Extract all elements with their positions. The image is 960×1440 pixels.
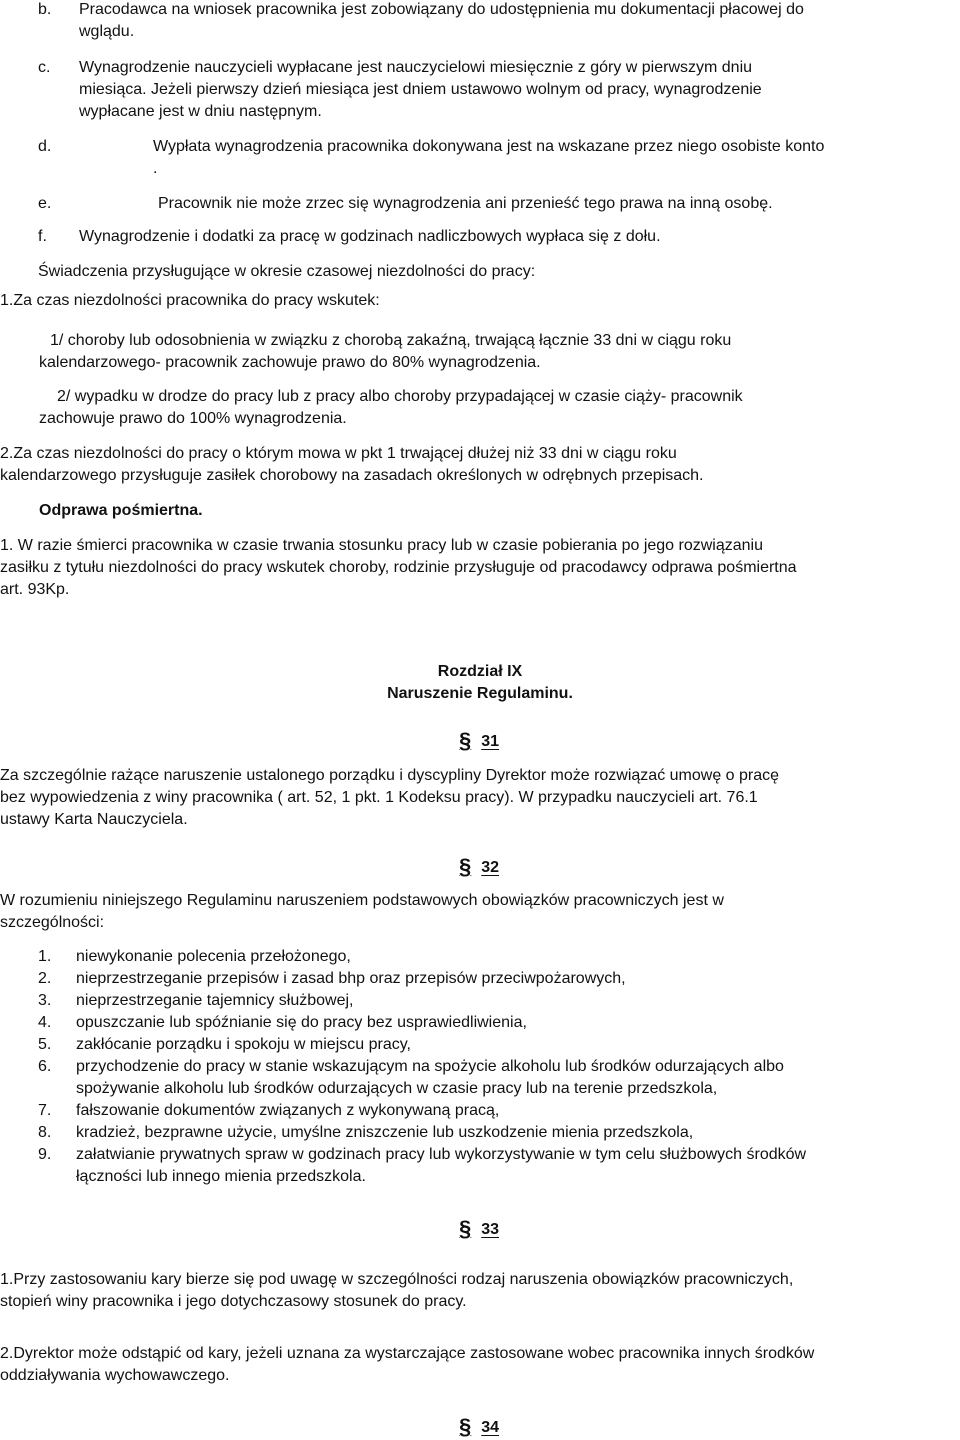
paragraph-line: 2/ wypadku w drodze do pracy lub z pracy albo choroby przypadającej w czasie ciąży- pracownik <box>57 388 743 405</box>
paragraph-line: kalendarzowego- pracownik zachowuje prawo do 80% wynagrodzenia. <box>39 354 541 371</box>
list-number: 9. <box>38 1146 52 1163</box>
list-item: łączności lub innego mienia przedszkola. <box>76 1168 366 1185</box>
list-item-line: wglądu. <box>79 23 135 40</box>
paragraph-line: W rozumieniu niniejszego Regulaminu naruszeniem podstawowych obowiązków pracowniczych jest w <box>0 892 724 909</box>
list-number: 1. <box>38 948 52 965</box>
list-item-line: Pracownik nie może zrzec się wynagrodzenia ani przenieść tego prawa na inną osobę. <box>158 195 773 212</box>
list-number: 4. <box>38 1014 52 1031</box>
section-sign-icon: § <box>459 854 472 879</box>
section-number: § 32 <box>459 854 500 879</box>
list-item: fałszowanie dokumentów związanych z wykonywaną pracą, <box>76 1102 500 1119</box>
list-number: 5. <box>38 1036 52 1053</box>
paragraph-line: oddziaływania wychowawczego. <box>0 1367 230 1384</box>
paragraph-line: ustawy Karta Nauczyciela. <box>0 811 188 828</box>
list-item-line: wypłacane jest w dniu następnym. <box>79 103 322 120</box>
paragraph-line: szczególności: <box>0 914 105 931</box>
section-number: § 33 <box>459 1216 500 1241</box>
paragraph-line: 1.Przy zastosowaniu kary bierze się pod uwagę w szczególności rodzaj naruszenia obowiązków pracowniczych, <box>0 1271 794 1288</box>
list-item-line: Wypłata wynagrodzenia pracownika dokonywana jest na wskazane przez niego osobiste konto <box>153 138 825 155</box>
section-number: § 34 <box>459 1414 500 1439</box>
paragraph-line: zachowuje prawo do 100% wynagrodzenia. <box>39 410 347 427</box>
section-sign-icon: § <box>459 1414 472 1439</box>
list-item-line: Wynagrodzenie i dodatki za pracę w godzinach nadliczbowych wypłaca się z dołu. <box>79 228 661 245</box>
list-number: 8. <box>38 1124 52 1141</box>
list-marker: f. <box>38 228 47 245</box>
list-item: nieprzestrzeganie tajemnicy służbowej, <box>76 992 354 1009</box>
list-item-line: Wynagrodzenie nauczycieli wypłacane jest nauczycielowi miesięcznie z góry w pierwszym dniu <box>79 59 753 76</box>
list-item: niewykonanie polecenia przełożonego, <box>76 948 351 965</box>
list-number: 6. <box>38 1058 52 1075</box>
chapter-subtitle: Naruszenie Regulaminu. <box>387 685 573 702</box>
list-item-line: miesiąca. Jeżeli pierwszy dzień miesiąca jest dniem ustawowo wolnym od pracy, wynagrodzenie <box>79 81 762 98</box>
list-marker: d. <box>38 138 52 155</box>
list-marker: e. <box>38 195 52 212</box>
list-item-line: . <box>153 160 158 177</box>
section-sign-icon: § <box>459 1216 472 1241</box>
paragraph-line: zasiłku z tytułu niezdolności do pracy wskutek choroby, rodzinie przysługuje od pracodawcy odprawa pośmiertna <box>0 559 797 576</box>
chapter-title: Rozdział IX <box>437 663 523 680</box>
list-item: kradzież, bezprawne użycie, umyślne zniszczenie lub uszkodzenie mienia przedszkola, <box>76 1124 694 1141</box>
list-marker: b. <box>38 1 52 18</box>
list-item: spożywanie alkoholu lub środków odurzających w czasie pracy lub na terenie przedszkola, <box>76 1080 718 1097</box>
paragraph-line: 2.Za czas niezdolności do pracy o którym mowa w pkt 1 trwającej dłużej niż 33 dni w ciągu roku <box>0 445 677 462</box>
list-item-line: Pracodawca na wniosek pracownika jest zobowiązany do udostępnienia mu dokumentacji płacowej do <box>79 1 804 18</box>
list-marker: c. <box>38 59 51 76</box>
section-number: § 31 <box>459 728 500 753</box>
paragraph-line: 1. W razie śmierci pracownika w czasie trwania stosunku pracy lub w czasie pobierania po jego rozwiązaniu <box>0 537 764 554</box>
paragraph-line: bez wypowiedzenia z winy pracownika ( art. 52, 1 pkt. 1 Kodeksu pracy). W przypadku nauczycieli art. 76.1 <box>0 789 758 806</box>
list-item: opuszczanie lub spóźnianie się do pracy bez usprawiedliwienia, <box>76 1014 527 1031</box>
section-sign-icon: § <box>459 728 472 753</box>
paragraph-line: Za szczególnie rażące naruszenie ustalonego porządku i dyscypliny Dyrektor może rozwiązać umowę o pracę <box>0 767 780 784</box>
benefits-heading: Świadczenia przysługujące w okresie czasowej niezdolności do pracy: <box>38 263 536 280</box>
list-number: 2. <box>38 970 52 987</box>
list-number: 3. <box>38 992 52 1009</box>
list-number: 7. <box>38 1102 52 1119</box>
paragraph-line: art. 93Kp. <box>0 581 70 598</box>
paragraph-line: 1/ choroby lub odosobnienia w związku z chorobą zakaźną, trwającą łącznie 33 dni w ciągu roku <box>50 332 732 349</box>
paragraph-line: 2.Dyrektor może odstąpić od kary, jeżeli uznana za wystarczające zastosowane wobec pracownika innych środków <box>0 1345 815 1362</box>
list-item: załatwianie prywatnych spraw w godzinach pracy lub wykorzystywanie w tym celu służbowych środków <box>76 1146 807 1163</box>
list-item: przychodzenie do pracy w stanie wskazującym na spożycie alkoholu lub środków odurzających albo <box>76 1058 784 1075</box>
list-item: zakłócanie porządku i spokoju w miejscu pracy, <box>76 1036 411 1053</box>
list-item: nieprzestrzeganie przepisów i zasad bhp oraz przepisów przeciwpożarowych, <box>76 970 626 987</box>
section-heading: Odprawa pośmiertna. <box>39 502 203 519</box>
paragraph-line: stopień winy pracownika i jego dotychczasowy stosunek do pracy. <box>0 1293 467 1310</box>
paragraph-line: kalendarzowego przysługuje zasiłek chorobowy na zasadach określonych w odrębnych przepisach. <box>0 467 704 484</box>
paragraph: 1.Za czas niezdolności pracownika do pracy wskutek: <box>0 292 380 309</box>
